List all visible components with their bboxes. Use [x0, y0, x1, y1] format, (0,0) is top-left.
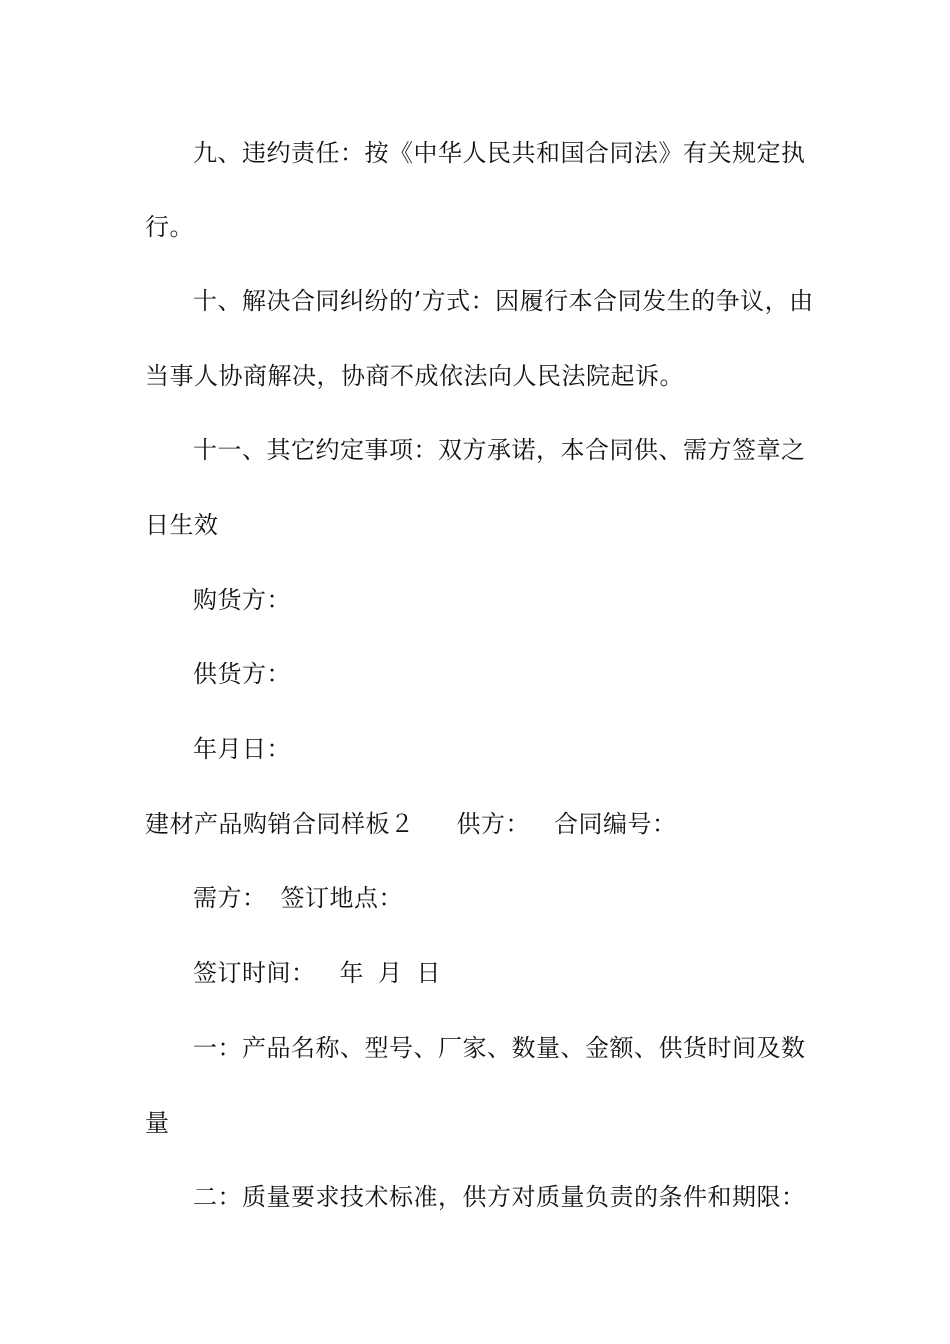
- buyer-signature-label: 购货方：: [193, 586, 291, 614]
- supplier-label: 供方：: [456, 810, 530, 838]
- clause-10-line-2: 当事人协商解决，协商不成依法向人民法院起诉。: [145, 362, 684, 390]
- day-label: 日: [416, 959, 441, 987]
- clause-10-line-1: 十、解决合同纠纷的’方式：因履行本合同发生的争议，由: [193, 287, 814, 315]
- date-signature-label: 年月日：: [193, 735, 291, 763]
- clause-9-line-1: 九、违约责任：按《中华人民共和国合同法》有关规定执: [193, 139, 806, 167]
- buyer-place-line: [193, 882, 858, 914]
- buyer-label: 需方：: [193, 884, 267, 912]
- clause-2-line-1: 二：质量要求技术标准，供方对质量负责的条件和期限：: [193, 1183, 806, 1211]
- month-label: 月: [378, 959, 403, 987]
- clause-1-line-2: 量: [145, 1109, 170, 1137]
- clause-1-line-1: 一：产品名称、型号、厂家、数量、金额、供货时间及数: [193, 1034, 806, 1062]
- clause-11-line-1: 十一、其它约定事项：双方承诺，本合同供、需方签章之: [193, 436, 806, 464]
- year-label: 年: [339, 959, 364, 987]
- sample2-header-line: [145, 808, 810, 840]
- supplier-signature-label: 供货方：: [193, 660, 291, 688]
- sign-time-line: [193, 957, 858, 989]
- sign-time-label: 签订时间：: [193, 959, 316, 987]
- clause-11-line-2: 日生效: [145, 511, 219, 539]
- clause-9-line-2: 行。: [145, 213, 194, 241]
- sample2-title: 建材产品购销合同样板２: [145, 810, 415, 838]
- sign-place-label: 签订地点：: [280, 884, 403, 912]
- contract-number-label: 合同编号：: [554, 810, 677, 838]
